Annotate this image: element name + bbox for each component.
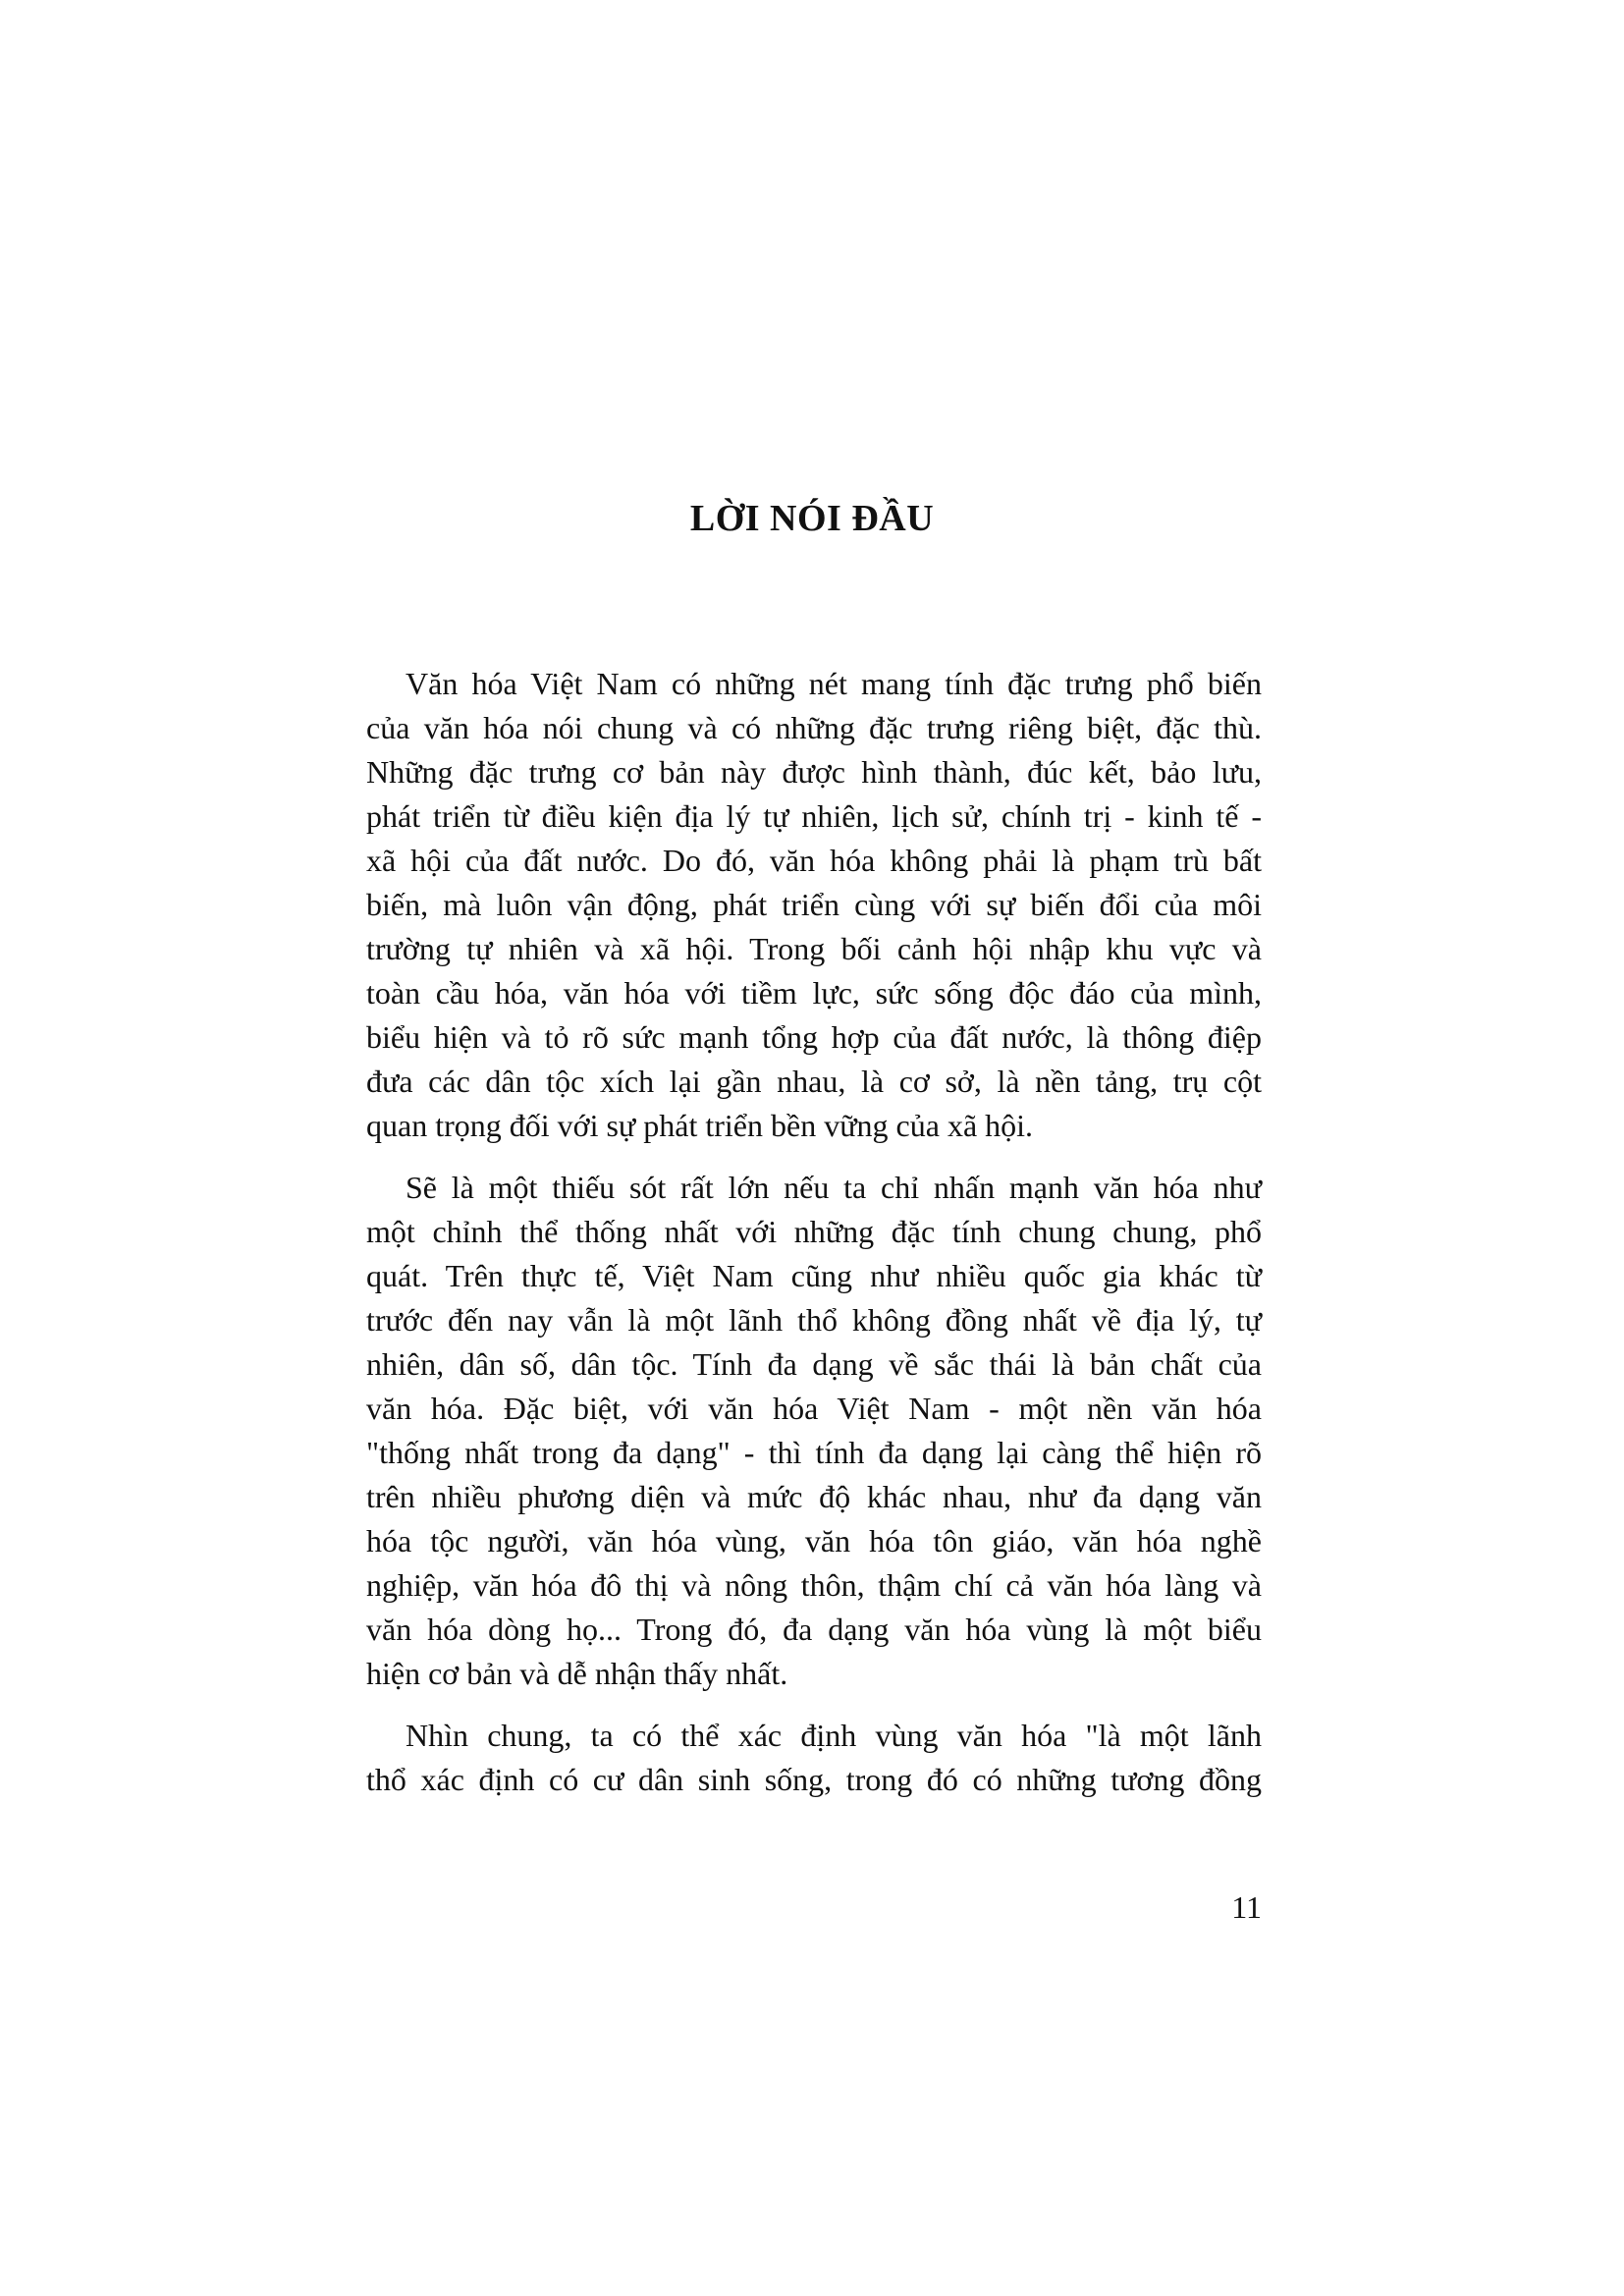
text-line: quan trọng đối với sự phát triển bền vững của xã hội.	[366, 1108, 1034, 1143]
text-line: hóa tộc người, văn hóa vùng, văn hóa tôn giáo, văn hóa nghề	[366, 1523, 1262, 1558]
text-line: văn hóa. Đặc biệt, với văn hóa Việt Nam - một nền văn hóa	[366, 1391, 1262, 1426]
text-line: đưa các dân tộc xích lại gần nhau, là cơ sở, là nền tảng, trụ cột	[366, 1064, 1262, 1099]
text-line: Những đặc trưng cơ bản này được hình thành, đúc kết, bảo lưu,	[366, 754, 1262, 790]
page-number: 11	[1231, 1889, 1262, 1925]
text-line: Sẽ là một thiếu sót rất lớn nếu ta chỉ nhấn mạnh văn hóa như	[406, 1170, 1262, 1205]
text-line: toàn cầu hóa, văn hóa với tiềm lực, sức sống độc đáo của mình,	[366, 975, 1262, 1011]
page-title: LỜI NÓI ĐẦU	[689, 498, 935, 539]
text-line: của văn hóa nói chung và có những đặc trưng riêng biệt, đặc thù.	[366, 710, 1262, 745]
text-line: nghiệp, văn hóa đô thị và nông thôn, thậm chí cả văn hóa làng và	[366, 1567, 1262, 1603]
text-line: biểu hiện và tỏ rõ sức mạnh tổng hợp của đất nước, là thông điệp	[366, 1019, 1262, 1055]
text-line: trường tự nhiên và xã hội. Trong bối cảnh hội nhập khu vực và	[366, 931, 1262, 966]
text-line: trên nhiều phương diện và mức độ khác nhau, như đa dạng văn	[366, 1479, 1262, 1514]
text-line: hiện cơ bản và dễ nhận thấy nhất.	[366, 1656, 788, 1691]
text-line: quát. Trên thực tế, Việt Nam cũng như nhiều quốc gia khác từ	[366, 1258, 1262, 1293]
paragraph	[366, 662, 1262, 1148]
text-line: văn hóa dòng họ... Trong đó, đa dạng văn hóa vùng là một biểu	[366, 1612, 1262, 1647]
text-line: phát triển từ điều kiện địa lý tự nhiên, lịch sử, chính trị - kinh tế -	[366, 798, 1262, 834]
text-line: Nhìn chung, ta có thể xác định vùng văn hóa "là một lãnh	[406, 1718, 1262, 1753]
text-line: "thống nhất trong đa dạng" - thì tính đa dạng lại càng thể hiện rõ	[366, 1435, 1262, 1470]
text-line: trước đến nay vẫn là một lãnh thổ không đồng nhất về địa lý, tự	[366, 1302, 1262, 1338]
paragraph	[366, 1166, 1262, 1696]
text-line: xã hội của đất nước. Do đó, văn hóa không phải là phạm trù bất	[366, 843, 1262, 878]
text-line: biến, mà luôn vận động, phát triển cùng với sự biến đổi của môi	[366, 887, 1262, 922]
body-text	[366, 662, 1262, 1820]
text-line: nhiên, dân số, dân tộc. Tính đa dạng về sắc thái là bản chất của	[366, 1346, 1262, 1382]
text-line: thổ xác định có cư dân sinh sống, trong đó có những tương đồng	[366, 1762, 1262, 1797]
text-line: một chỉnh thể thống nhất với những đặc tính chung chung, phổ	[366, 1214, 1262, 1249]
text-line: Văn hóa Việt Nam có những nét mang tính đặc trưng phổ biến	[406, 666, 1262, 701]
paragraph	[366, 1714, 1262, 1802]
